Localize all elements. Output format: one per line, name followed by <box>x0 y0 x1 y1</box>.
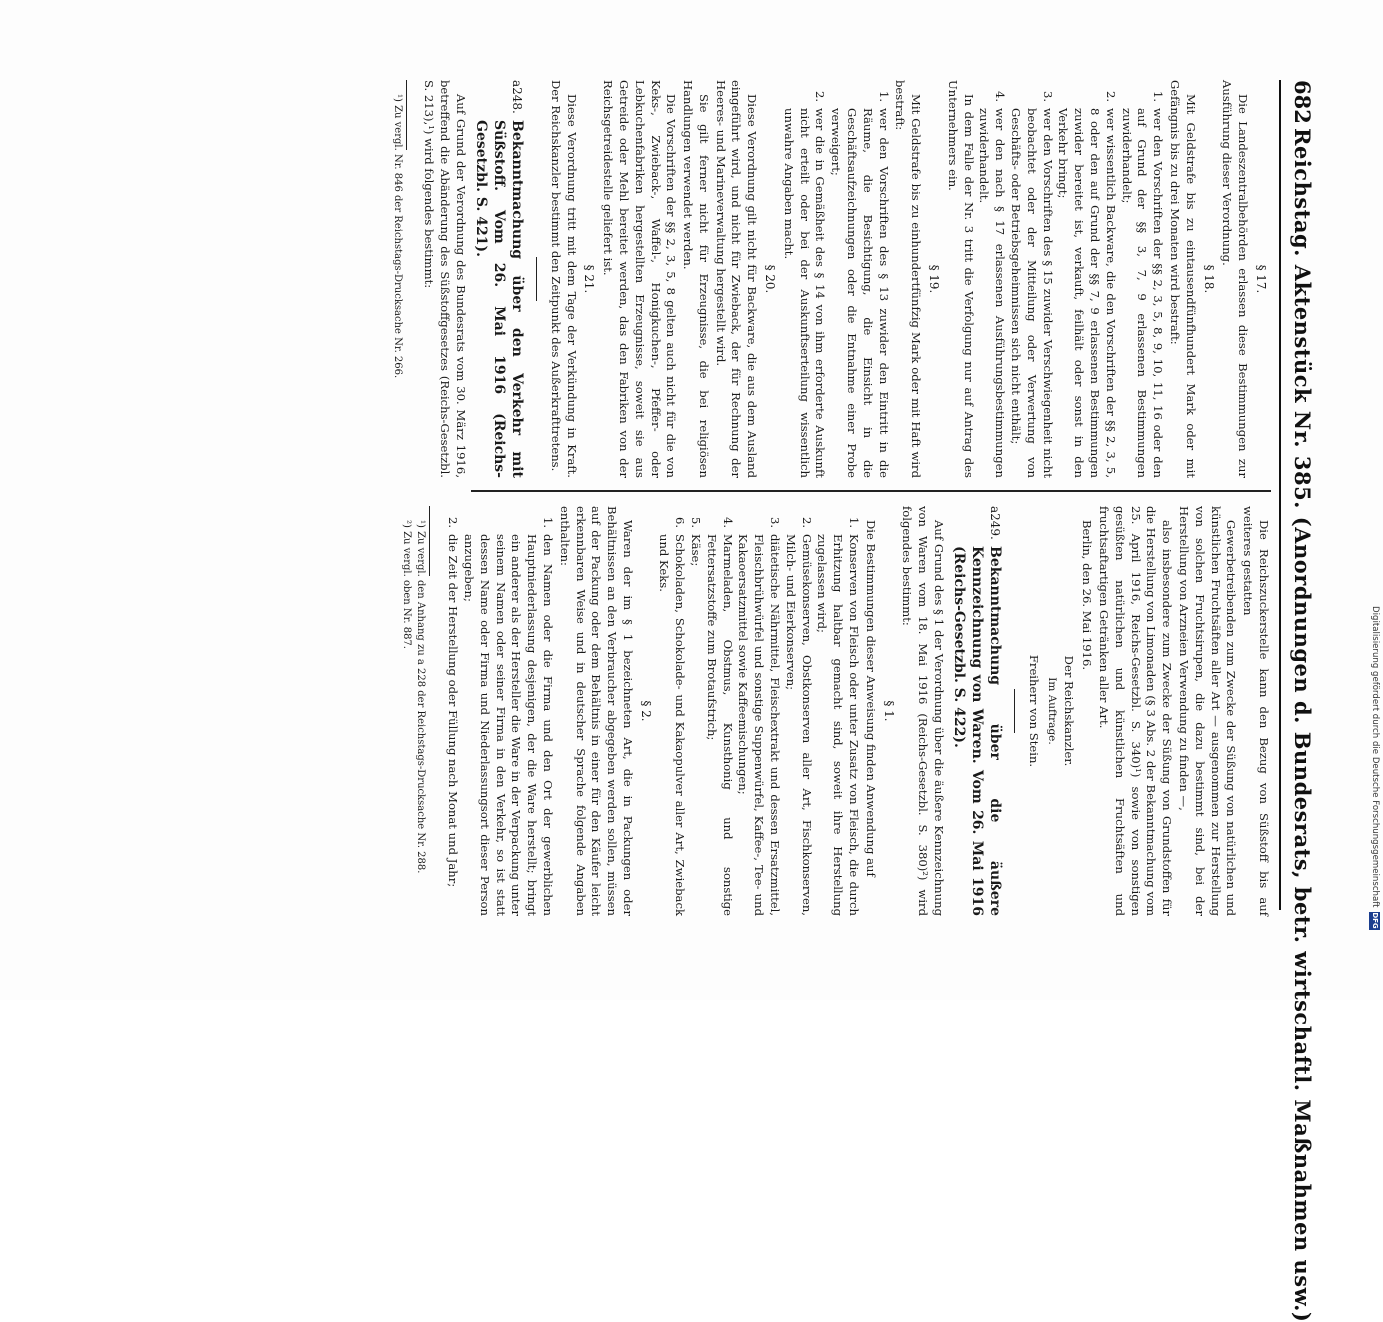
right-column <box>399 506 1271 916</box>
paragraph: Auf Grund des § 1 der Verordnung über die äußere Kennzeichnung von Waren vom 18. Mai 1916 (Reichs-Gesetzbl. S. 380)²) wird folgendes bestimmt: <box>900 506 947 916</box>
section-heading: § 21. <box>582 264 597 294</box>
digitization-credit <box>1366 606 1383 930</box>
announcement-number: a249. <box>988 506 1003 540</box>
running-header <box>1279 80 1321 1322</box>
page-number: 682 <box>1290 80 1315 124</box>
section-heading: § 17. <box>1254 264 1268 294</box>
list-item <box>782 506 814 916</box>
item-number: 1. <box>876 90 891 102</box>
item-number: 6. <box>673 516 688 528</box>
paragraph: Diese Verordnung gilt nicht für Backware, die aus dem Ausland eingeführt wird, und nicht für Zwieback, der für Rechnung der Heeres- und Marineverwaltung hergestellt wird. <box>713 80 760 478</box>
paragraph: Waren der im § 1 bezeichneten Art, die in Packungen oder Behältnissen an den Verbraucher abgegeben werden sollen, müssen auf der Packung oder dem Behältnis in einer für den Käufer leicht erkennbaren Weise und in deutscher Sprache folgende Angaben enthalten: <box>557 506 635 916</box>
list-item <box>735 506 782 916</box>
list-item <box>703 506 735 916</box>
item-number: 1. <box>847 516 862 528</box>
section-heading: § 18. <box>1201 264 1216 294</box>
item-number: 3. <box>768 516 783 528</box>
item-number: 2. <box>813 90 828 102</box>
item-text: wer wissentlich Backware, die den Vorschriften der §§ 2, 3, 5, 8 oder den auf Grund der §§ 7, 9 erlassenen Bestimmungen zuwider bereitet ist, verkauft, feilhält oder sonst in den Verkehr bringt; <box>1056 108 1118 478</box>
separator-rule <box>536 257 537 301</box>
left-column <box>390 80 1271 478</box>
date-line: Berlin, den 26. Mai 1916. <box>1080 520 1095 671</box>
paragraph: Die Bestimmungen dieser Anweisung finden Anwendung auf <box>863 520 878 877</box>
list-item <box>656 506 688 916</box>
item-text: wer den Vorschriften des § 13 zuwider den Eintritt in die Räume, die Besichtigung, die Einsicht in die Geschäftsaufzeichnungen oder die Entnahme einer Probe verweigert; <box>829 108 891 478</box>
separator-rule <box>1014 689 1015 733</box>
list-item <box>976 80 1008 478</box>
signature-note: Im Auftrage. <box>1045 677 1058 745</box>
list-item <box>814 506 861 916</box>
list-item <box>687 506 703 916</box>
section-heading: § 2. <box>638 700 653 722</box>
paragraph: Die Vorschriften der §§ 2, 3, 5, 8 gelten auch nicht für die von Keks-, Zwieback-, Waffel-, Honigkuchen-, Pfeffer- oder Lebkuchenfabriken hergestellten Erzeugnisse, soweit sie aus Getreide oder Mehl bereitet werden, das den Fabriken von der Reichsgetreidestelle geliefert ist. <box>601 80 679 478</box>
announcement-number: a248. <box>509 80 524 114</box>
announcement-heading <box>472 80 526 478</box>
section-heading: § 19. <box>927 264 942 294</box>
item-number: 4. <box>993 90 1008 102</box>
column-divider <box>471 490 1271 492</box>
signature-name: Freiherr von Stein. <box>1026 654 1041 768</box>
paragraph: Mit Geldstrafe bis zu eintausendfünfhundert Mark oder mit Gefängnis bis zu drei Monaten wird bestraft: <box>1168 80 1198 478</box>
item-text: Marmeladen, Obstmus, Kunsthonig und sonstige Fettersatzstoffe zum Brotaufstrich; <box>704 534 735 916</box>
item-text: Gemüsekonserven, Obstkonserven aller Art, Fischkonserven, Milch- und Eierkonserven; <box>783 534 814 916</box>
paragraph: Gewerbetreibenden zum Zwecke der Süßung von natürlichen und künstlichen Fruchtsäften aller Art — ausgenommen zur Herstellung von solchen Fruchtsirupen, die dazu bestimmt sind, bei der Herstellung von Arzneien Verwendung zu finden —, <box>1177 506 1239 916</box>
paragraph: In dem Falle der Nr. 3 tritt die Verfolgung nur auf Antrag des Unternehmers ein. <box>945 80 976 478</box>
list-item <box>827 80 890 478</box>
list-item <box>1055 80 1118 478</box>
item-number: 5. <box>689 516 704 528</box>
paragraph: Auf Grund der Verordnung des Bundesrats vom 30. März 1916, betreffend die Abänderung des Süßstoffgesetzes (Reichs-Gesetzbl. S. 213),¹) wird folgendes bestimmt: <box>422 80 468 478</box>
announcement-title: Bekanntmachung über die äußere Kennzeichnung von Waren. Vom 26. Mai 1916 (Reichs-Gesetzbl. S. 422). <box>951 546 1004 916</box>
paragraph: Mit Geldstrafe bis zu einhundertfünfzig Mark oder mit Haft wird bestraft: <box>893 80 924 478</box>
item-text: wer den Vorschriften der §§ 2, 3, 5, 8, 9, 10, 11, 16 oder den auf Grund der §§ 3, 7, 9 erlassenen Bestimmungen zuwiderhandelt; <box>1119 108 1166 478</box>
item-number: 2. <box>1103 90 1118 102</box>
item-number: 4. <box>720 516 735 528</box>
list-item <box>780 80 827 478</box>
footnote-rule <box>429 506 430 576</box>
item-text: Käse; <box>689 534 704 567</box>
credit-text: Digitalisierung gefördert durch die Deutsche Forschungsgemeinschaft <box>1370 606 1380 908</box>
item-number: 2. <box>799 516 814 528</box>
list-item <box>1118 80 1165 478</box>
footnote: ¹) Zu vergl. den Anhang zu a 228 der Reichstags-Drucksache Nr. 288. <box>415 520 427 874</box>
item-text: den Namen oder die Firma und den Ort der gewerblichen Hauptniederlassung desjenigen, der die Ware herstellt; bringt ein anderer als der Hersteller die Ware in der Verpackung unter seinem Namen oder seiner Firma in den Verkehr, so ist statt dessen Name oder Firma und Niederlassungsort dieser Person anzugeben; <box>461 534 555 916</box>
item-text: diätetische Nährmittel, Fleischextrakt und dessen Ersatzmittel, Fleischbrühwürfel und sonstige Suppenwürfel, Kaffee-, Tee- und Kakaoersatzmittel sowie Kaffeemischungen; <box>736 534 783 916</box>
paragraph: Die Reichszuckerstelle kann den Bezug von Süßstoff bis auf weiteres gestatten <box>1241 506 1271 916</box>
item-number: 1. <box>540 516 555 528</box>
item-number: 3. <box>1040 90 1055 102</box>
item-text: wer die in Gemäßheit des § 14 von ihm erforderte Auskunft nicht erteilt oder bei der Auskunftserteilung wissentlich unwahre Angaben macht. <box>781 108 828 478</box>
item-text: Schokoladen, Schokolade- und Kakaopulver aller Art, Zwieback und Keks. <box>657 534 688 916</box>
paragraph: Sie gilt ferner nicht für Erzeugnisse, die bei religiösen Handlungen verwendet werden. <box>681 80 711 478</box>
item-text: wer den nach § 17 erlassenen Ausführungsbestimmungen zuwiderhandelt. <box>977 108 1008 478</box>
list-item <box>1007 80 1054 478</box>
item-text: Konserven von Fleisch oder unter Zusatz von Fleisch, die durch Erhitzung haltbar gemacht sind, soweit ihre Herstellung zugelassen wird; <box>815 534 862 916</box>
footnote: ¹) Zu vergl. Nr. 846 der Reichstags-Drucksache Nr. 266. <box>391 94 403 379</box>
item-text: die Zeit der Herstellung oder Füllung nach Monat und Jahr; <box>446 534 461 888</box>
paragraph: Die Landeszentralbehörden erlassen diese Bestimmungen zur Ausführung dieser Verordnung. <box>1220 80 1251 478</box>
header-title: Reichstag. Aktenstück Nr. 385. (Anordnungen d. Bundesrats, betr. wirtschaftl. Maßnahmen usw.) <box>1290 128 1315 1322</box>
announcement-heading <box>950 506 1004 916</box>
footnote: ²) Zu vergl. oben Nr. 887. <box>401 520 413 649</box>
section-heading: § 20. <box>763 264 778 294</box>
section-heading: § 1. <box>881 700 896 722</box>
item-text: wer den Vorschriften des § 15 zuwider Verschwiegenheit nicht beobachtet oder der Mitteilung oder Verwertung von Geschäfts- oder Betriebsgeheimnissen sich nicht enthält; <box>1009 108 1055 478</box>
item-number: 2. <box>446 516 461 528</box>
signature-title: Der Reichskanzler. <box>1062 655 1077 767</box>
paragraph: Diese Verordnung tritt mit dem Tage der Verkündung in Kraft. Der Reichskanzler bestimmt den Zeitpunkt des Außerkrafttretens. <box>548 80 579 478</box>
announcement-title: Bekanntmachung über den Verkehr mit Süßstoff. Vom 26. Mai 1916 (Reichs-Gesetzbl. S. 421). <box>472 120 525 478</box>
footnote-rule <box>406 80 407 150</box>
dfg-logo: DFG <box>1371 912 1380 929</box>
list-item <box>444 506 460 916</box>
list-item <box>460 506 555 916</box>
paragraph: also insbesondere zum Zwecke der Süßung von Grundstoffen für die Herstellung von Limonaden (§ 3 Abs. 2 der Bekanntmachung vom 25. April 1916, Reichs-Gesetzbl. S. 340)¹) sowie von sonstigen gesüßten natürlichen und künstlichen Fruchtsäften und fruchtsaftartigen Getränken aller Art. <box>1097 506 1175 916</box>
item-number: 1. <box>1151 90 1166 102</box>
